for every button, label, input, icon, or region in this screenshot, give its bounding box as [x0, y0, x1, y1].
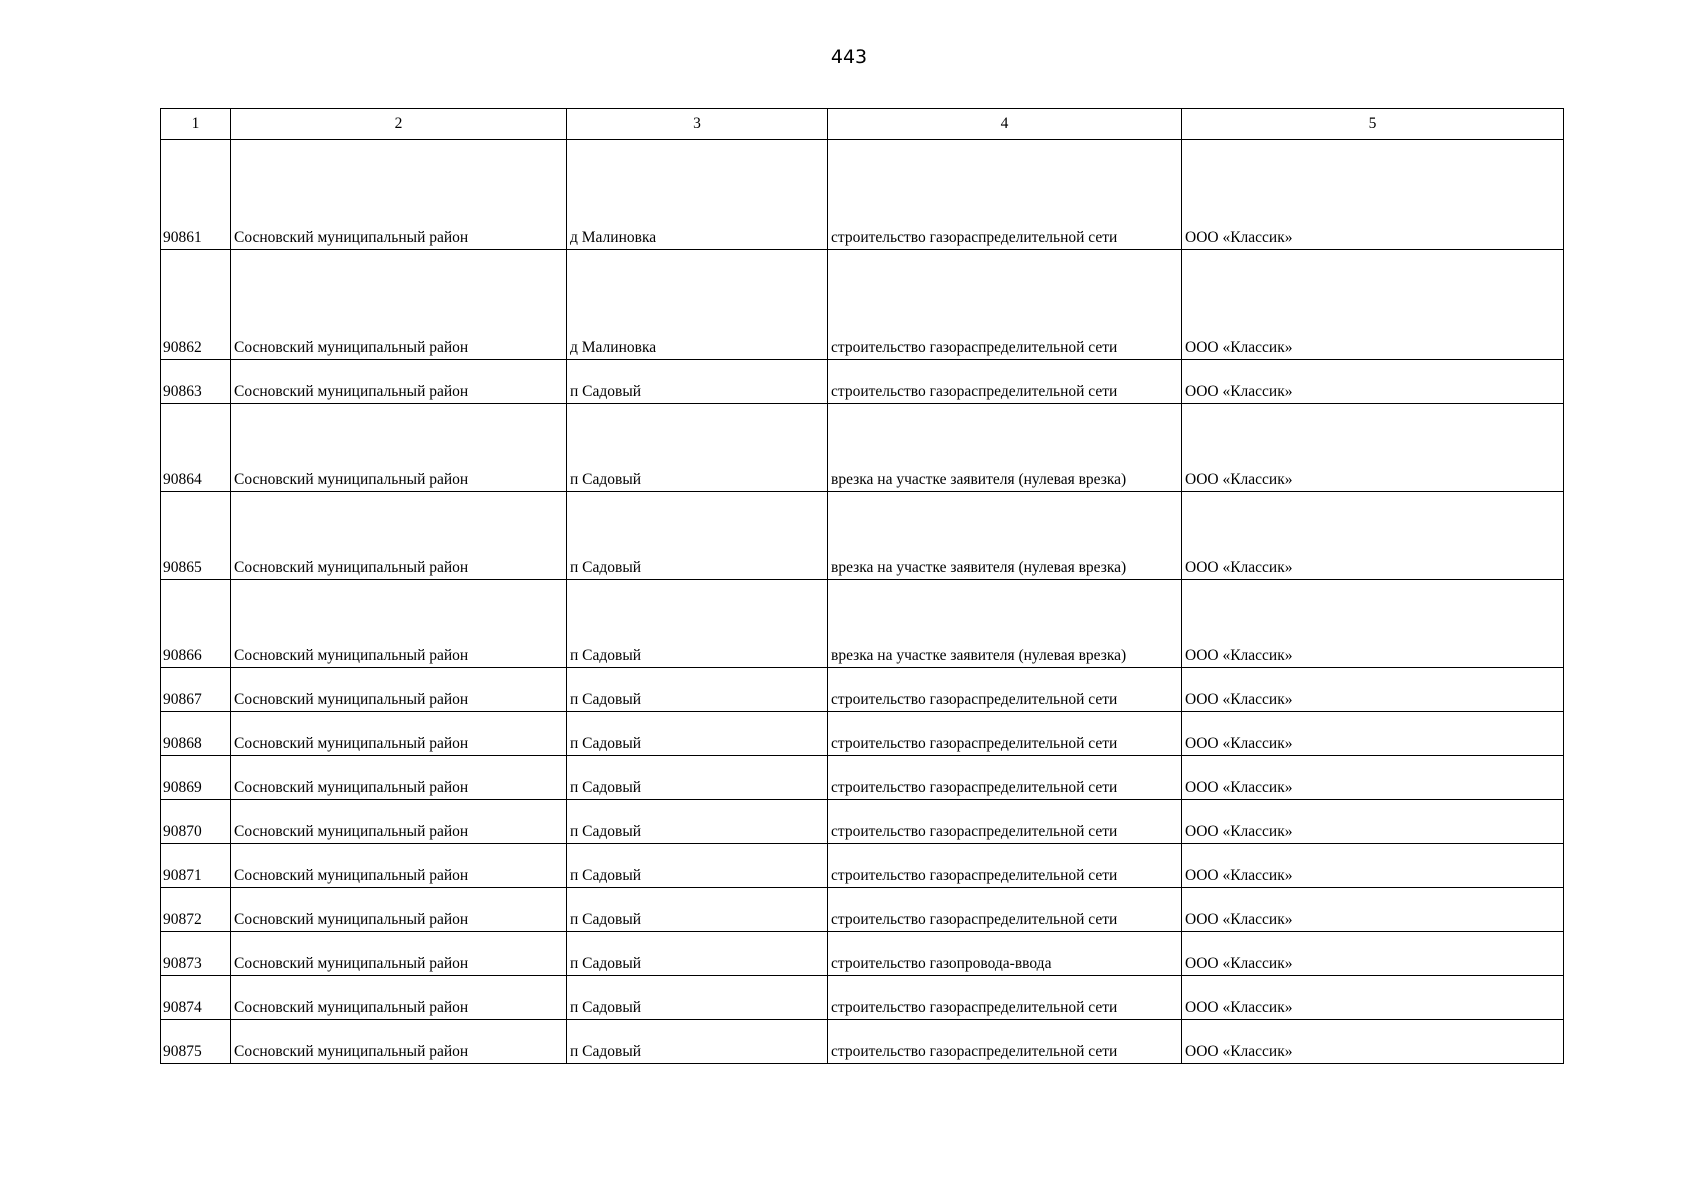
organization-cell: ООО «Классик» — [1182, 712, 1564, 756]
district-cell: Сосновский муниципальный район — [231, 932, 567, 976]
page-number: 443 — [830, 46, 868, 68]
work-cell: строительство газопровода-ввода — [828, 932, 1182, 976]
table-row — [161, 1020, 1564, 1064]
row-number: 90869 — [161, 756, 231, 800]
locality-cell: п Садовый — [567, 800, 828, 844]
row-number: 90864 — [161, 404, 231, 492]
work-cell: строительство газораспределительной сети — [828, 800, 1182, 844]
district-cell: Сосновский муниципальный район — [231, 360, 567, 404]
table-row — [161, 888, 1564, 932]
organization-cell: ООО «Классик» — [1182, 1020, 1564, 1064]
row-number: 90871 — [161, 844, 231, 888]
work-cell: врезка на участке заявителя (нулевая врезка) — [828, 580, 1182, 668]
locality-cell: п Садовый — [567, 888, 828, 932]
organization-cell: ООО «Классик» — [1182, 140, 1564, 250]
work-cell: строительство газораспределительной сети — [828, 756, 1182, 800]
row-number: 90874 — [161, 976, 231, 1020]
district-cell: Сосновский муниципальный район — [231, 404, 567, 492]
locality-cell: п Садовый — [567, 712, 828, 756]
district-cell: Сосновский муниципальный район — [231, 800, 567, 844]
district-cell: Сосновский муниципальный район — [231, 844, 567, 888]
organization-cell: ООО «Классик» — [1182, 800, 1564, 844]
organization-cell: ООО «Классик» — [1182, 404, 1564, 492]
work-cell: врезка на участке заявителя (нулевая врезка) — [828, 492, 1182, 580]
locality-cell: п Садовый — [567, 932, 828, 976]
table-row — [161, 756, 1564, 800]
organization-cell: ООО «Классик» — [1182, 756, 1564, 800]
row-number: 90863 — [161, 360, 231, 404]
organization-cell: ООО «Классик» — [1182, 580, 1564, 668]
row-number: 90862 — [161, 250, 231, 360]
row-number: 90868 — [161, 712, 231, 756]
work-cell: строительство газораспределительной сети — [828, 888, 1182, 932]
locality-cell: п Садовый — [567, 668, 828, 712]
locality-cell: п Садовый — [567, 580, 828, 668]
table-row — [161, 668, 1564, 712]
column-header: 4 — [828, 109, 1182, 140]
table-row — [161, 800, 1564, 844]
locality-cell: п Садовый — [567, 360, 828, 404]
table-row — [161, 712, 1564, 756]
district-cell: Сосновский муниципальный район — [231, 1020, 567, 1064]
work-cell: строительство газораспределительной сети — [828, 250, 1182, 360]
locality-cell: п Садовый — [567, 492, 828, 580]
column-header: 3 — [567, 109, 828, 140]
row-number: 90861 — [161, 140, 231, 250]
table-header-row — [161, 109, 1564, 140]
organization-cell: ООО «Классик» — [1182, 888, 1564, 932]
table-row — [161, 140, 1564, 250]
table-row — [161, 492, 1564, 580]
table-row — [161, 360, 1564, 404]
row-number: 90875 — [161, 1020, 231, 1064]
row-number: 90867 — [161, 668, 231, 712]
row-number: 90865 — [161, 492, 231, 580]
register-table — [160, 108, 1564, 1064]
organization-cell: ООО «Классик» — [1182, 360, 1564, 404]
locality-cell: д Малиновка — [567, 250, 828, 360]
organization-cell: ООО «Классик» — [1182, 250, 1564, 360]
district-cell: Сосновский муниципальный район — [231, 756, 567, 800]
column-header: 1 — [161, 109, 231, 140]
work-cell: строительство газораспределительной сети — [828, 668, 1182, 712]
table-row — [161, 976, 1564, 1020]
table-row — [161, 404, 1564, 492]
organization-cell: ООО «Классик» — [1182, 844, 1564, 888]
locality-cell: п Садовый — [567, 1020, 828, 1064]
organization-cell: ООО «Классик» — [1182, 976, 1564, 1020]
work-cell: строительство газораспределительной сети — [828, 1020, 1182, 1064]
table-row — [161, 844, 1564, 888]
table-row — [161, 580, 1564, 668]
district-cell: Сосновский муниципальный район — [231, 492, 567, 580]
organization-cell: ООО «Классик» — [1182, 668, 1564, 712]
work-cell: врезка на участке заявителя (нулевая врезка) — [828, 404, 1182, 492]
row-number: 90872 — [161, 888, 231, 932]
locality-cell: п Садовый — [567, 976, 828, 1020]
district-cell: Сосновский муниципальный район — [231, 888, 567, 932]
work-cell: строительство газораспределительной сети — [828, 140, 1182, 250]
district-cell: Сосновский муниципальный район — [231, 668, 567, 712]
organization-cell: ООО «Классик» — [1182, 932, 1564, 976]
column-header: 2 — [231, 109, 567, 140]
locality-cell: п Садовый — [567, 404, 828, 492]
district-cell: Сосновский муниципальный район — [231, 140, 567, 250]
work-cell: строительство газораспределительной сети — [828, 976, 1182, 1020]
locality-cell: п Садовый — [567, 756, 828, 800]
work-cell: строительство газораспределительной сети — [828, 712, 1182, 756]
column-header: 5 — [1182, 109, 1564, 140]
district-cell: Сосновский муниципальный район — [231, 580, 567, 668]
organization-cell: ООО «Классик» — [1182, 492, 1564, 580]
locality-cell: д Малиновка — [567, 140, 828, 250]
table-row — [161, 932, 1564, 976]
row-number: 90866 — [161, 580, 231, 668]
row-number: 90870 — [161, 800, 231, 844]
work-cell: строительство газораспределительной сети — [828, 360, 1182, 404]
table-row — [161, 250, 1564, 360]
district-cell: Сосновский муниципальный район — [231, 976, 567, 1020]
locality-cell: п Садовый — [567, 844, 828, 888]
district-cell: Сосновский муниципальный район — [231, 712, 567, 756]
work-cell: строительство газораспределительной сети — [828, 844, 1182, 888]
district-cell: Сосновский муниципальный район — [231, 250, 567, 360]
row-number: 90873 — [161, 932, 231, 976]
